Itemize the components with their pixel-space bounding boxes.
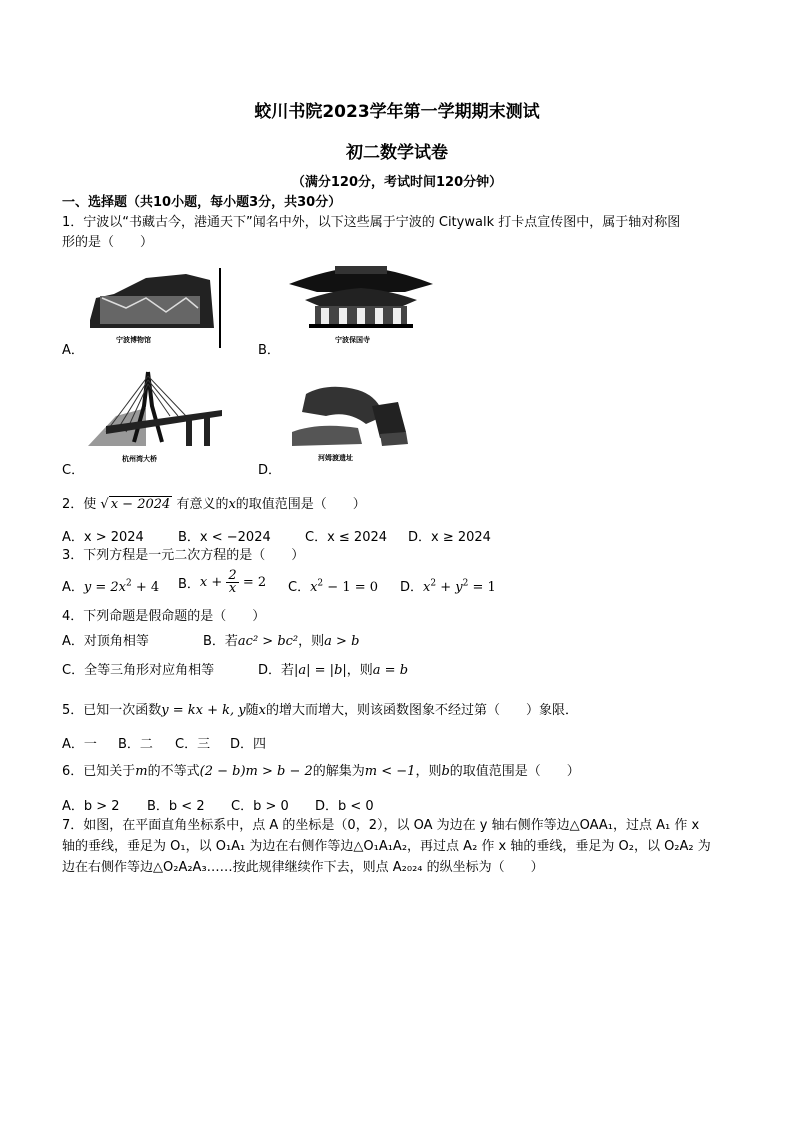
q1-option-c-label: C． [62,463,85,478]
q6-stem: 6．已知关于m的不等式(2 − b)m > b − 2的解集为m < −1，则b的取值范围是（ ） [62,764,580,779]
q2-option-a: A．x > 2024 [62,530,144,545]
q2-prefix: 2．使 [62,497,97,512]
exam-info: （满分120分，考试时间120分钟） [291,175,503,190]
q5-option-c: C．三 [175,737,211,752]
q1-stem-line2: 形的是（ ） [62,235,154,250]
q5-option-b: B．二 [118,737,153,752]
q2-option-d: D．x ≥ 2024 [408,530,491,545]
q1-option-d-label: D． [258,463,282,478]
q1-option-d-image [288,376,412,464]
q3-stem: 3．下列方程是一元二次方程的是（ ） [62,548,305,563]
subject-title: 初二数学试卷 [346,143,448,163]
q1-option-b-label: B． [258,343,280,358]
q4-option-a: A．对顶角相等 [62,634,149,649]
section-heading: 一、选择题（共10小题，每小题3分，共30分） [62,195,342,210]
q3-fraction: $\frac{2}{x}$ [228,568,237,596]
q6-option-b: B．b < 2 [147,799,205,814]
q4-option-d: D．若|a| = |b|，则a = b [258,663,409,678]
q1-option-c-image [86,366,228,466]
q2-option-c: C．x ≤ 2024 [305,530,388,545]
q1-option-d-caption: 河姆渡遗址 [318,454,353,462]
q3-option-b: B．x + $\frac{2}{x}$ = 2 [178,568,267,596]
q4-option-c: C．全等三角形对应角相等 [62,663,215,678]
school-title: 蛟川书院2023学年第一学期期末测试 [254,102,540,122]
q3-option-c: C．$x^2 - 1 = 0$ [288,578,379,595]
q2-stem [62,495,742,515]
q1-option-a-caption: 宁波博物馆 [116,336,151,344]
q2-suffix2: 的取值范围是（ ） [235,497,366,512]
q7-stem-line2: 轴的垂线，垂足为 O₁，以 O₁A₁ 为边在右侧作等边△O₁A₁A₂，再过点 A₂ 作 x 轴的垂线，垂足为 O₂，以 O₂A₂ 为 [62,839,711,854]
q3-option-a: A．$y = 2x^2 + 4$ [62,578,160,595]
q1-option-b-image [285,262,437,346]
q2-option-b: B．x < −2024 [178,530,271,545]
q5-stem: 5．已知一次函数y = kx + k, y随x的增大而增大，则该函数图象不经过第（ ）象限． [62,703,579,718]
q2-var: x [228,497,236,512]
q7-stem-line1: 7．如图，在平面直角坐标系中，点 A 的坐标是（0，2），以 OA 为边在 y 轴右侧作等边△OAA₁，过点 A₁ 作 x [62,818,700,833]
q4-option-b: B．若ac² > bc²，则a > b [203,634,360,649]
q4-stem: 4．下列命题是假命题的是（ ） [62,609,266,624]
q3-option-d: D．$x^2 + y^2 = 1$ [400,578,496,595]
q1-option-a-image [86,268,228,348]
q1-option-a-label: A． [62,343,84,358]
q1-option-c-caption: 杭州湾大桥 [122,455,157,463]
q2-suffix: 有意义的 [176,497,229,512]
q5-option-a: A．一 [62,737,97,752]
q1-stem-line1: 1．宁波以“书藏古今，港通天下”闻名中外，以下这些属于宁波的 Citywalk 打卡点宣传图中，属于轴对称图 [62,215,681,230]
q5-option-d: D．四 [230,737,267,752]
sqrt-symbol-icon: √ [100,497,109,512]
q7-stem-line3: 边在右侧作等边△O₂A₂A₃……按此规律继续作下去，则点 A₂₀₂₄ 的纵坐标为（ ） [62,860,544,875]
q2-radicand: x − 2024 [110,497,171,512]
q6-option-a: A．b > 2 [62,799,120,814]
q1-option-b-caption: 宁波保国寺 [335,336,370,344]
q6-option-d: D．b < 0 [315,799,374,814]
q6-option-c: C．b > 0 [231,799,289,814]
